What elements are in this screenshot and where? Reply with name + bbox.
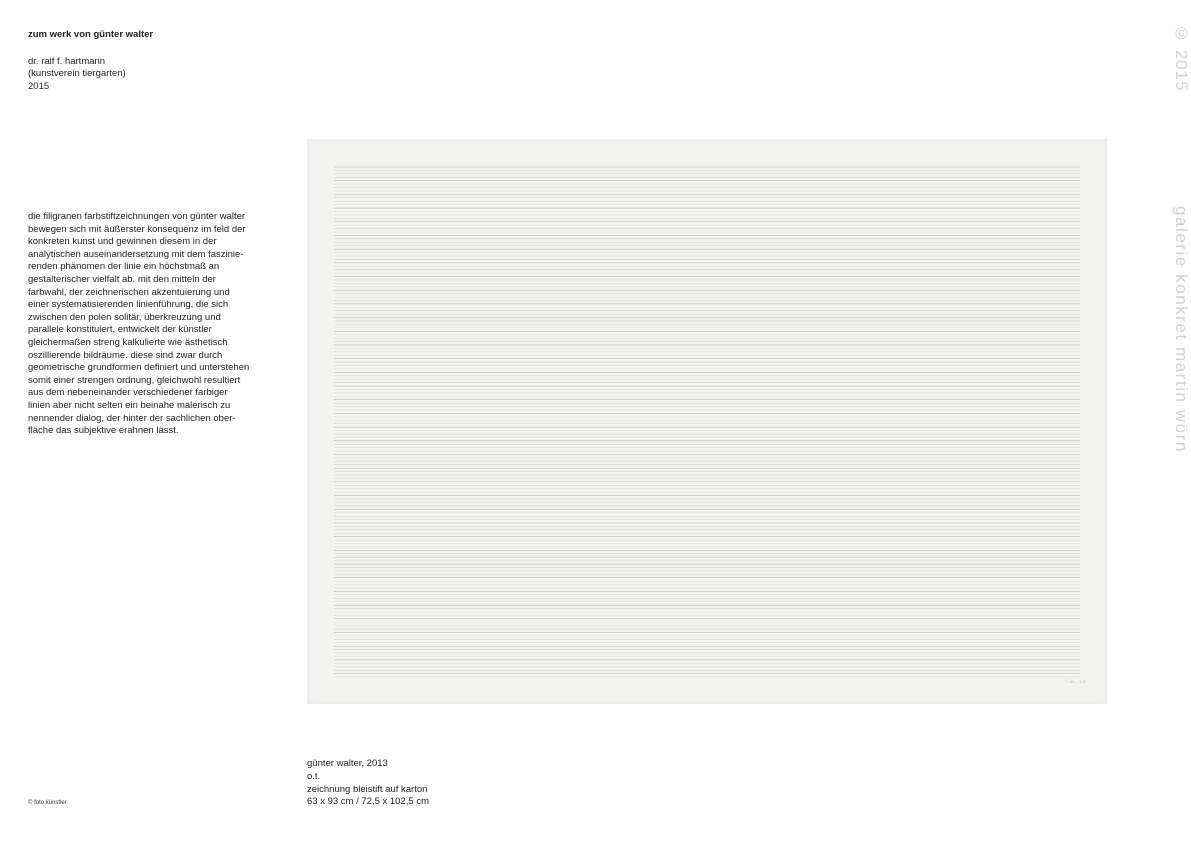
intro-line: fläche das subjektive erahnen lässt. [28,425,179,437]
author: dr. ralf f. hartmann [28,55,106,67]
caption-medium: zeichnung bleistift auf karton [307,783,428,795]
intro-line: oszillierende bildräume. diese sind zwar durch [28,349,223,361]
side-gallery-name: galerie konkret martin wörn [1172,206,1191,453]
intro-line: analytischen auseinandersetzung mit dem faszinie- [28,248,244,260]
caption-dimensions: 63 x 93 cm / 72,5 x 102,5 cm [307,796,429,808]
artwork-caption [307,758,429,809]
caption-artist-year: günter walter, 2013 [307,758,388,769]
side-copyright: © 2015 [1172,24,1191,92]
intro-line: bewegen sich mit äußerster konsequenz im feld der [28,223,246,235]
intro-line: parallele konstituiert, entwickelt der künstler [28,324,212,336]
intro-line: linien aber nicht selten ein beinahe malerisch zu [28,399,231,411]
intro-line: gestalterischer vielfalt ab. mit den mitteln der [28,273,216,285]
intro-line: nennender dialog, der hinter der sachlichen ober- [28,412,236,424]
intro-text [28,211,272,438]
photo-credit: © foto künstler [28,800,67,806]
intro-line: einer systematisierenden linienführung, die sich [28,299,229,311]
page-title: zum werk von günter walter [28,29,154,40]
intro-line: farbwahl, der zeichnerischen akzentuierung und [28,286,230,298]
artwork-signature: l.w. 13 [1066,679,1086,684]
publication-year: 2015 [28,80,50,92]
intro-line: geometrische grundformen definiert und unterstehen [28,362,250,374]
intro-line: renden phänomen der linie ein höchstmaß an [28,261,220,273]
line-drawing [308,140,1106,703]
artwork-image [307,139,1107,704]
caption-title: o.t. [307,770,321,782]
intro-line: zwischen den polen solitär, überkreuzung und [28,311,221,323]
intro-line: die filigranen farbstiftzeichnungen von günter walter [28,211,246,222]
institution: (kunstverein tiergarten) [28,68,126,79]
intro-line: gleichermaßen streng kalkulierte wie ästhetisch [28,336,228,348]
intro-line: somit einer strengen ordnung, gleichwohl resultiert [28,374,241,386]
header [28,29,153,93]
intro-line: konkreten kunst und gewinnen diesem in der [28,236,217,248]
intro-line: aus dem nebeneinander verschiedener farbiger [28,387,228,399]
